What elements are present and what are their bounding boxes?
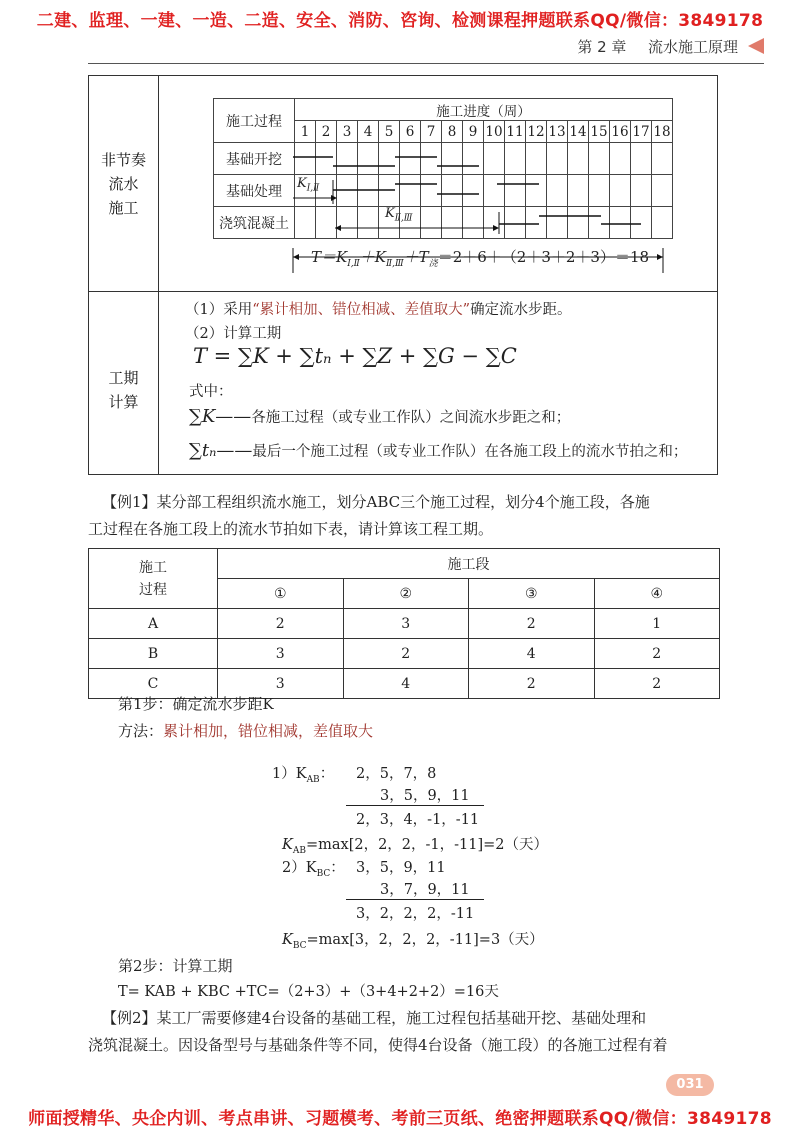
promo-banner-bottom: 师面授精华、央企内训、考点串讲、习题模考、考前三页纸、绝密押题联系QQ/微信：3849178 [28, 1109, 772, 1129]
calc-text: 最后一个施工过程（或专业工作队）在各施工段上的流水节拍之和； [252, 444, 688, 460]
tf-sub: 浇 [428, 259, 438, 269]
gantt-header-process: 施工过程 [214, 99, 295, 143]
chapter-header [577, 36, 738, 57]
arrow-head [493, 225, 499, 231]
example1-para-line2: 工过程在各施工段上的流水节拍如下表，请计算该工程工期。 [88, 520, 494, 538]
gantt-week-cell: 13 [547, 121, 568, 143]
kab-row1: 2，5，7，8 [356, 766, 437, 782]
table-header-segment: 施工段 [218, 549, 720, 579]
total-duration-formula [311, 246, 649, 269]
row-label-duration [89, 366, 158, 414]
table-cell: 2 [469, 609, 595, 639]
gantt-week-cell: 5 [379, 121, 400, 143]
gantt-week-cell: 6 [400, 121, 421, 143]
table-segment-header: ④ [594, 579, 720, 609]
table-body [89, 609, 720, 699]
k23-label [385, 206, 412, 224]
kbc-label [282, 856, 345, 879]
chapter-number: 第 2 章 [577, 38, 627, 56]
calc-line-5 [189, 440, 687, 461]
table-cell: 3 [218, 669, 344, 699]
row-label-line: 施工 [108, 199, 139, 217]
calc-text: 确定流水步距。 [470, 302, 572, 318]
calc-text: 各施工过程（或专业工作队）之间流水步距之和； [251, 410, 571, 426]
table-cell: 2 [343, 639, 469, 669]
gantt-week-cell: 17 [631, 121, 652, 143]
gantt-week-cell: 2 [316, 121, 337, 143]
k12-sub: Ⅰ,Ⅱ [306, 183, 320, 194]
table-segment-header: ① [218, 579, 344, 609]
gantt-week-cell: 18 [652, 121, 673, 143]
method-highlight: 累计相加，错位相减，差值取大 [163, 722, 374, 740]
table-cell: 4 [469, 639, 595, 669]
gantt-week-cell: 7 [421, 121, 442, 143]
page-number-badge: 031 [666, 1074, 714, 1096]
table-cell: 2 [594, 639, 720, 669]
arrow-head [293, 254, 299, 260]
method-label: 方法： [118, 722, 164, 740]
concept-box [88, 75, 718, 475]
gantt-process-label: 浇筑混凝土 [214, 207, 295, 239]
gantt-week-cell: 12 [526, 121, 547, 143]
row-label-line: 非节奏 [100, 151, 146, 169]
table-segment-header: ② [343, 579, 469, 609]
tf-part: ＋T [403, 248, 429, 266]
kbc-row2: 3，7，9，11 [380, 882, 470, 898]
total-duration-line: T= KAB + KBC +TC=（2+3）+（3+4+2+2）=16天 [118, 984, 499, 1000]
kbc-sub: BC [316, 868, 331, 879]
k23-sub: Ⅱ,Ⅲ [394, 213, 413, 224]
table-cell: 2 [218, 609, 344, 639]
table-cell: 2 [594, 669, 720, 699]
header-line: 过程 [139, 581, 167, 598]
table-cell: 3 [343, 609, 469, 639]
gantt-week-cell: 9 [463, 121, 484, 143]
tf-part: ＝2＋6＋（2＋3＋2＋3）＝18 [437, 248, 650, 266]
kab-row2: 3，5，9，11 [380, 788, 470, 804]
header-rule [88, 63, 764, 64]
table-row-process: C [89, 669, 218, 699]
sum-k-symbol: ∑K—— [189, 406, 252, 427]
chapter-marker-icon [748, 38, 764, 54]
gantt-process-label: 基础处理 [214, 175, 295, 207]
gantt-week-cell: 3 [337, 121, 358, 143]
row-label-line: 计算 [108, 393, 139, 411]
box-divider-horizontal [89, 291, 717, 292]
calc-line-3: 式中： [189, 384, 233, 400]
calc-text: （1）采用 [185, 302, 253, 318]
calc-line-2: （2）计算工期 [185, 326, 282, 342]
example1-table [88, 548, 720, 699]
gantt-week-cell: 15 [589, 121, 610, 143]
kab-rule [346, 805, 484, 806]
row-label-line: 工期 [108, 369, 139, 387]
kbc-row1: 3，5，9，11 [356, 860, 446, 876]
table-segment-header: ③ [469, 579, 595, 609]
kab-colon: ： [319, 766, 335, 782]
gantt-week-cell: 16 [610, 121, 631, 143]
gantt-process-label: 基础开挖 [214, 143, 295, 175]
header-line: 施工 [139, 559, 167, 576]
tf-sub: Ⅱ,Ⅲ [385, 259, 404, 269]
kbc-res-k: K [282, 932, 293, 948]
arrow-head [335, 225, 341, 231]
method-line [118, 720, 373, 741]
kab-result [282, 833, 548, 856]
table-header-process [89, 549, 218, 609]
calc-line-4 [189, 406, 570, 427]
kbc-result [282, 928, 544, 951]
gantt-week-cell: 14 [568, 121, 589, 143]
table-cell: 2 [469, 669, 595, 699]
example2-para-line1: 【例2】某工厂需要修建4台设备的基础工程，施工过程包括基础开挖、基础处理和 [102, 1009, 647, 1027]
kbc-row3: 3，2，2，2，-11 [356, 906, 475, 922]
promo-banner-top: 二建、监理、一建、一造、二造、安全、消防、咨询、检测课程押题联系QQ/微信：3849178 [36, 11, 764, 31]
kbc-res-sub: BC [292, 940, 307, 951]
kab-sub: AB [306, 774, 320, 785]
k23-k: K [385, 206, 395, 221]
kab-k: 1）K [272, 766, 307, 782]
gantt-week-cell: 10 [484, 121, 505, 143]
duration-formula: T = ∑K + ∑tₙ + ∑Z + ∑G − ∑C [193, 344, 517, 368]
kab-row3: 2，3，4，-1，-11 [356, 812, 480, 828]
sum-t-symbol: ∑tₙ—— [189, 440, 253, 461]
example1-para-line1: 【例1】某分部工程组织流水施工，划分ABC三个施工过程，划分4个施工段，各施 [102, 493, 650, 511]
gantt-week-cell: 11 [505, 121, 526, 143]
tf-sub: Ⅰ,Ⅱ [347, 259, 360, 269]
kbc-res-value: =max[3，2，2，2，-11]=3（天） [306, 932, 544, 948]
k12-k: K [297, 176, 307, 191]
step1-heading: 第1步：确定流水步距K [118, 695, 274, 713]
gantt-week-cell: 1 [295, 121, 316, 143]
kab-res-value: =max[2，2，2，-1，-11]=2（天） [305, 837, 549, 853]
step2-heading: 第2步：计算工期 [118, 957, 233, 975]
tf-part: T＝K [311, 248, 348, 266]
table-cell: 1 [594, 609, 720, 639]
kbc-colon: ： [330, 860, 345, 876]
table-row-process: B [89, 639, 218, 669]
calc-highlight: “累计相加、错位相减、差值取大” [252, 302, 471, 318]
kab-res-sub: AB [292, 845, 306, 856]
table-row [89, 609, 720, 639]
kbc-k: 2）K [282, 860, 317, 876]
table-cell: 3 [218, 639, 344, 669]
kbc-rule [346, 899, 484, 900]
table-row [89, 639, 720, 669]
gantt-header-progress: 施工进度（周） [295, 99, 673, 121]
tf-part: ＋K [359, 248, 386, 266]
k12-label [297, 176, 319, 194]
arrow-head [657, 254, 663, 260]
example2-para-line2: 浇筑混凝土。因设备型号与基础条件等不同，使得4台设备（施工段）的各施工过程有着 [88, 1036, 668, 1054]
table-row-process: A [89, 609, 218, 639]
gantt-week-cell: 8 [442, 121, 463, 143]
arrow-head [331, 195, 337, 201]
chapter-title: 流水施工原理 [647, 38, 738, 56]
row-label-line: 流水 [108, 175, 139, 193]
kab-res-k: K [282, 837, 293, 853]
calc-line-1 [185, 298, 572, 319]
table-cell: 4 [343, 669, 469, 699]
kab-label [272, 762, 334, 785]
gantt-week-cell: 4 [358, 121, 379, 143]
